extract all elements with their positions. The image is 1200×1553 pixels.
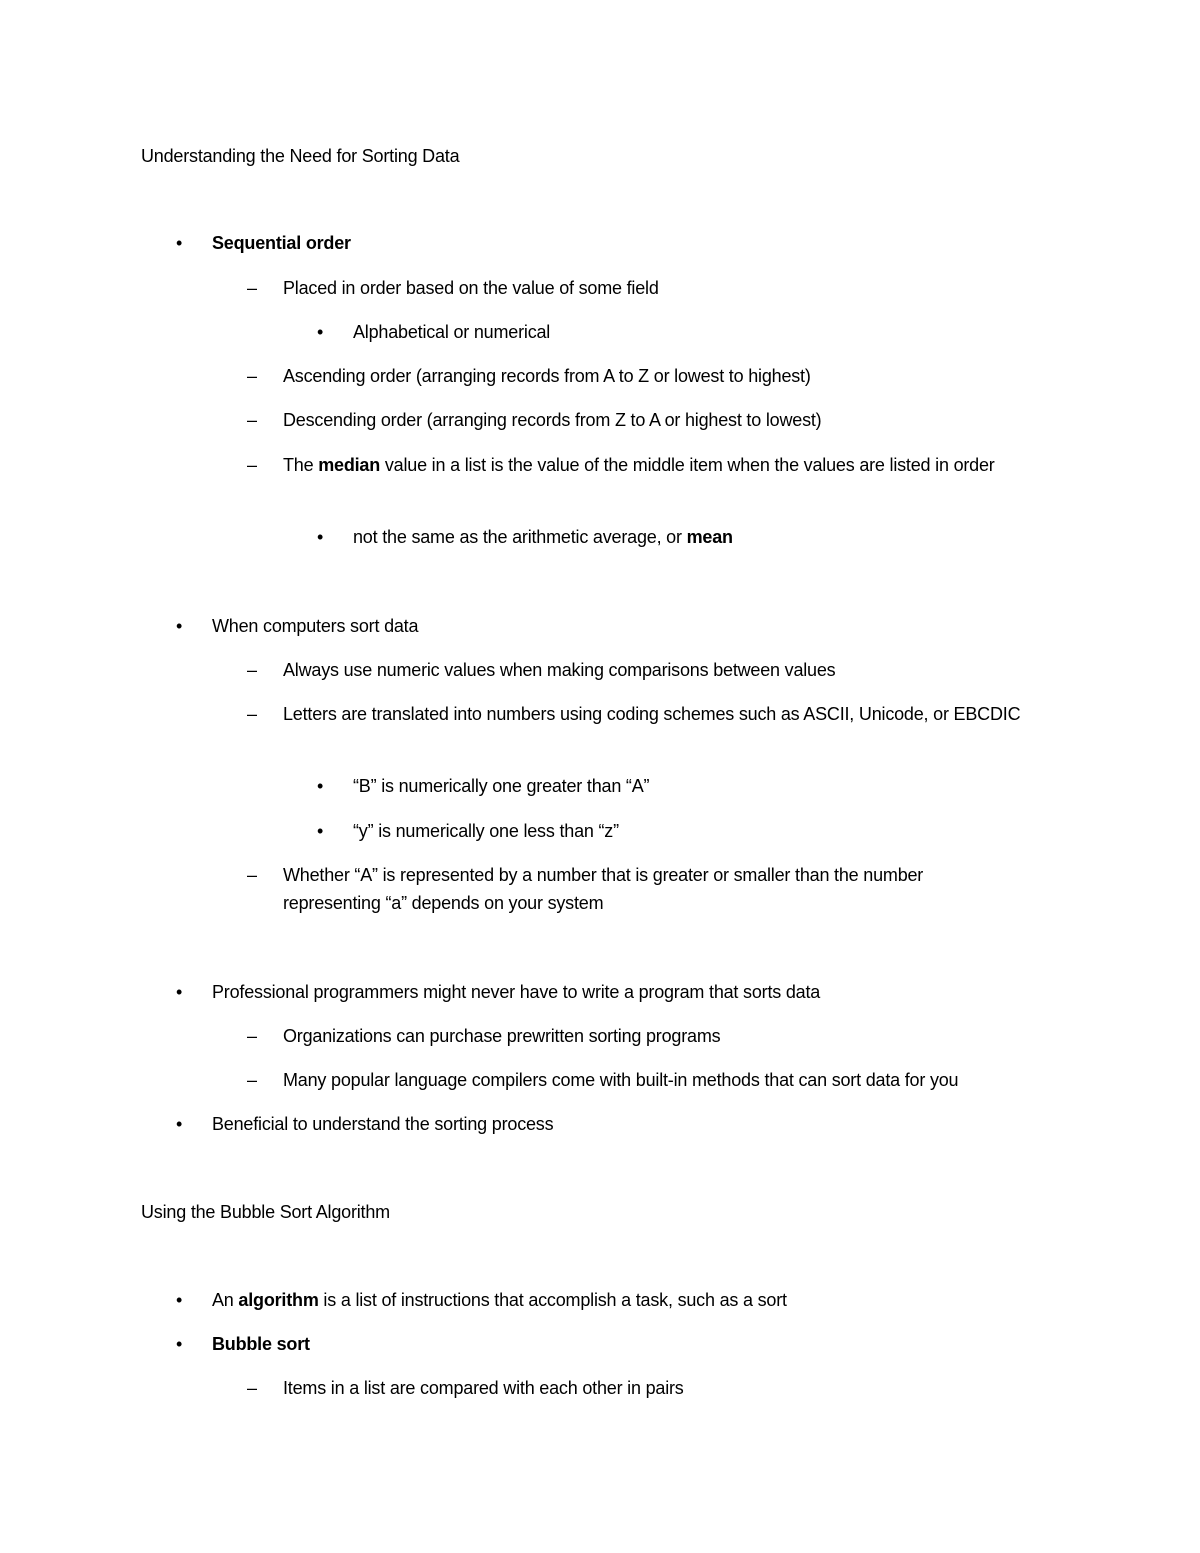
bullet-marker: •: [176, 233, 183, 253]
bullet-marker: •: [317, 527, 324, 547]
dash-marker: –: [247, 1070, 258, 1090]
list-item: Many popular language compilers come with built-in methods that can sort data for you: [283, 1070, 959, 1090]
text-run: value in a list is the value of the middle item when the values are listed in order: [380, 455, 995, 475]
dash-marker: –: [247, 278, 258, 298]
section-heading: Understanding the Need for Sorting Data: [141, 146, 460, 166]
list-item: [212, 1286, 787, 1314]
dash-marker: –: [247, 410, 258, 430]
list-item: Alphabetical or numerical: [353, 322, 551, 342]
text-run: The: [283, 455, 319, 475]
bullet-marker: •: [176, 1290, 183, 1310]
bullet-marker: •: [176, 1114, 183, 1134]
term-median: median: [318, 455, 381, 475]
dash-marker: –: [247, 366, 258, 386]
text-run: An: [212, 1290, 239, 1310]
list-item: Organizations can purchase prewritten sorting programs: [283, 1026, 721, 1046]
list-item: Sequential order: [212, 233, 351, 253]
bullet-marker: •: [176, 616, 183, 636]
bullet-marker: •: [317, 776, 324, 796]
list-item: Items in a list are compared with each other in pairs: [283, 1378, 684, 1398]
list-item: Ascending order (arranging records from A to Z or lowest to highest): [283, 366, 811, 386]
list-item: Beneficial to understand the sorting process: [212, 1114, 554, 1134]
list-item: Whether “A” is represented by a number that is greater or smaller than the number representing “a” depends on your system: [283, 865, 924, 913]
term-algorithm: algorithm: [238, 1290, 319, 1310]
list-item: [353, 523, 733, 551]
list-item: “y” is numerically one less than “z”: [353, 821, 619, 841]
dash-marker: –: [247, 704, 258, 724]
dash-marker: –: [247, 1378, 258, 1398]
dash-marker: –: [247, 865, 258, 885]
section-heading: Using the Bubble Sort Algorithm: [141, 1202, 390, 1222]
bullet-marker: •: [317, 821, 324, 841]
text-run: is a list of instructions that accomplish a task, such as a sort: [318, 1290, 787, 1310]
list-item: Professional programmers might never have to write a program that sorts data: [212, 982, 821, 1002]
list-item: When computers sort data: [212, 616, 419, 636]
bullet-marker: •: [176, 1334, 183, 1354]
text-run: not the same as the arithmetic average, or: [353, 527, 687, 547]
list-item: “B” is numerically one greater than “A”: [353, 776, 650, 796]
term-mean: mean: [686, 527, 733, 547]
list-item: Placed in order based on the value of some field: [283, 278, 659, 298]
bullet-marker: •: [176, 982, 183, 1002]
dash-marker: –: [247, 660, 258, 680]
list-item: Always use numeric values when making comparisons between values: [283, 660, 836, 680]
bullet-marker: •: [317, 322, 324, 342]
list-item: Bubble sort: [212, 1334, 310, 1354]
list-item: Letters are translated into numbers using coding schemes such as ASCII, Unicode, or EBCDIC: [283, 704, 1021, 724]
dash-marker: –: [247, 1026, 258, 1046]
dash-marker: –: [247, 455, 258, 475]
list-item: [283, 451, 1053, 479]
list-item: Descending order (arranging records from Z to A or highest to lowest): [283, 410, 822, 430]
